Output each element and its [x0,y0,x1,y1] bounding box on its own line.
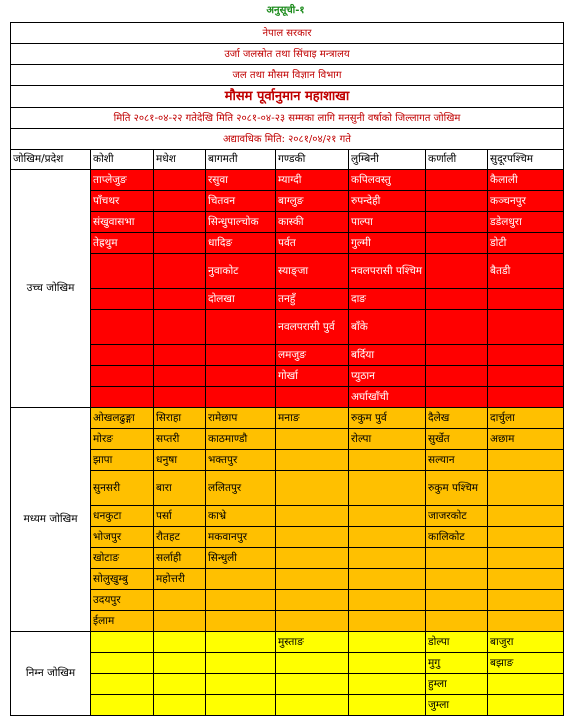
district-cell [206,590,276,611]
column-header-province: कोशी [91,150,154,170]
district-cell [91,674,154,695]
district-cell [154,695,206,716]
column-header-province: लुम्बिनी [349,150,426,170]
district-cell [426,191,488,212]
district-cell: दैलेख [426,408,488,429]
district-cell: अछाम [488,429,564,450]
district-cell [488,289,564,310]
district-cell: चितवन [206,191,276,212]
district-cell: बर्दिया [349,345,426,366]
risk-row [11,366,564,387]
district-cell [154,345,206,366]
district-cell [426,548,488,569]
district-cell [206,674,276,695]
district-cell: सिन्धुली [206,548,276,569]
column-header-province: मधेश [154,150,206,170]
district-cell: ईलाम [91,611,154,632]
district-cell [91,695,154,716]
district-cell [91,310,154,345]
risk-table [10,22,564,716]
district-cell [276,527,349,548]
district-cell: सप्तरी [154,429,206,450]
risk-row [11,170,564,191]
district-cell: सल्यान [426,450,488,471]
district-cell [349,590,426,611]
district-cell [488,506,564,527]
header-ministry: उर्जा जलस्रोत तथा सिंचाइ मन्त्रालय [11,44,564,65]
risk-row [11,632,564,653]
annex-label: अनुसूची-१ [266,5,305,16]
district-cell: भक्तपुर [206,450,276,471]
district-cell: मोरङ [91,429,154,450]
district-cell: कालिकोट [426,527,488,548]
district-cell [426,233,488,254]
district-cell: पर्सा [154,506,206,527]
district-cell: पाल्पा [349,212,426,233]
district-cell: जुम्ला [426,695,488,716]
district-cell [154,233,206,254]
district-cell [276,674,349,695]
risk-level-label: मध्यम जोखिम [11,408,91,632]
district-cell [349,569,426,590]
district-cell: काठमाण्डौ [206,429,276,450]
risk-row [11,429,564,450]
district-cell [91,632,154,653]
district-cell: सिन्धुपाल्चोक [206,212,276,233]
district-cell: नुवाकोट [206,254,276,289]
district-cell [349,695,426,716]
district-cell [276,450,349,471]
district-cell [206,387,276,408]
risk-row [11,387,564,408]
district-cell: ताप्लेजुङ [91,170,154,191]
district-cell [488,611,564,632]
district-cell: नवलपरासी पश्चिम [349,254,426,289]
risk-row [11,569,564,590]
district-cell: स्याङ्जा [276,254,349,289]
district-cell [488,674,564,695]
district-cell [349,450,426,471]
district-cell [488,695,564,716]
district-cell [91,653,154,674]
district-cell [91,387,154,408]
district-cell [154,289,206,310]
district-cell [206,569,276,590]
district-cell: डडेलधुरा [488,212,564,233]
district-cell [426,590,488,611]
district-cell [154,387,206,408]
district-cell: दोलखा [206,289,276,310]
district-cell: ललितपुर [206,471,276,506]
district-cell [276,611,349,632]
district-cell: जाजरकोट [426,506,488,527]
district-cell [91,345,154,366]
district-cell [91,366,154,387]
district-cell [276,429,349,450]
district-cell: मुस्ताङ [276,632,349,653]
district-cell: धनुषा [154,450,206,471]
district-cell: सुर्खेत [426,429,488,450]
district-cell [276,569,349,590]
district-cell [488,548,564,569]
district-cell: रोल्पा [349,429,426,450]
district-cell: कञ्चनपुर [488,191,564,212]
district-cell [91,254,154,289]
risk-row [11,548,564,569]
district-cell: कपिलवस्तु [349,170,426,191]
district-cell [488,569,564,590]
district-cell: डोल्पा [426,632,488,653]
district-cell: दार्चुला [488,408,564,429]
district-cell [488,366,564,387]
risk-row [11,289,564,310]
district-cell: सर्लाही [154,548,206,569]
district-cell [154,310,206,345]
district-cell [276,653,349,674]
district-cell: नवलपरासी पुर्व [276,310,349,345]
district-cell [349,548,426,569]
district-cell: पाँचथर [91,191,154,212]
column-header-province: सुदूरपश्चिम [488,150,564,170]
district-cell [206,345,276,366]
district-cell: झापा [91,450,154,471]
header-department: जल तथा मौसम विज्ञान विभाग [11,65,564,86]
column-header-province: बागमती [206,150,276,170]
district-cell: बैतडी [488,254,564,289]
district-cell: मुगु [426,653,488,674]
risk-row [11,191,564,212]
district-cell: बाँके [349,310,426,345]
district-cell [206,632,276,653]
column-header-province: कर्णाली [426,150,488,170]
district-cell [276,387,349,408]
district-cell: भोजपुर [91,527,154,548]
district-cell [426,310,488,345]
district-cell [154,191,206,212]
district-cell [488,590,564,611]
district-cell: प्युठान [349,366,426,387]
district-cell: रसुवा [206,170,276,191]
district-cell [154,611,206,632]
district-cell [276,471,349,506]
risk-row [11,212,564,233]
district-cell [206,653,276,674]
district-cell: रौतहट [154,527,206,548]
risk-row [11,611,564,632]
district-cell: रुकुम पश्चिम [426,471,488,506]
risk-level-label: उच्च जोखिम [11,170,91,408]
district-cell: सोलुखुम्बु [91,569,154,590]
district-cell: तेह्रथुम [91,233,154,254]
district-cell [426,387,488,408]
district-cell [91,289,154,310]
risk-row [11,527,564,548]
district-cell: कैलाली [488,170,564,191]
district-cell [154,170,206,191]
district-cell: लमजुङ [276,345,349,366]
risk-row [11,450,564,471]
district-cell [206,366,276,387]
header-government: नेपाल सरकार [11,23,564,44]
district-cell: धादिङ [206,233,276,254]
district-cell: कास्की [276,212,349,233]
district-cell: अर्घाखाँची [349,387,426,408]
district-cell [154,653,206,674]
header-date-range: मिति २०८१-०४-२२ गतेदेखि मिति २०८१-०४-२३ सम्मका लागि मनसुनी वर्षाको जिल्लागत जोखिम [11,108,564,129]
district-cell [426,254,488,289]
risk-row [11,471,564,506]
risk-row [11,674,564,695]
district-cell [488,345,564,366]
risk-row [11,408,564,429]
district-cell: दाङ [349,289,426,310]
district-cell [349,632,426,653]
district-cell [426,569,488,590]
district-cell [154,590,206,611]
risk-level-label: निम्न जोखिम [11,632,91,716]
district-cell: म्याग्दी [276,170,349,191]
district-cell: गोर्खा [276,366,349,387]
district-cell: धनकुटा [91,506,154,527]
district-cell [154,212,206,233]
district-cell [206,611,276,632]
header-updated: अद्यावधिक मिति: २०८१/०४/२१ गते [11,129,564,150]
district-cell: बाग्लुङ [276,191,349,212]
district-cell: सिराहा [154,408,206,429]
district-cell: गुल्मी [349,233,426,254]
district-cell [426,611,488,632]
risk-row [11,506,564,527]
header-division: मौसम पूर्वानुमान महाशाखा [11,86,564,108]
district-cell: रुपन्देही [349,191,426,212]
district-cell: ओखलढुङ्गा [91,408,154,429]
district-cell: संखुवासभा [91,212,154,233]
district-cell [488,310,564,345]
district-cell [488,471,564,506]
district-cell [349,506,426,527]
district-cell [488,450,564,471]
district-cell [426,345,488,366]
district-cell [276,506,349,527]
district-cell [154,254,206,289]
district-cell [488,387,564,408]
district-cell: बाजुरा [488,632,564,653]
risk-row [11,590,564,611]
risk-row [11,233,564,254]
risk-row [11,695,564,716]
district-cell [426,170,488,191]
district-cell: सुनसरी [91,471,154,506]
risk-row [11,653,564,674]
district-cell [426,212,488,233]
district-cell [349,527,426,548]
district-cell [349,471,426,506]
district-cell: मकवानपुर [206,527,276,548]
district-cell [206,695,276,716]
district-cell: मनाङ [276,408,349,429]
district-cell [276,548,349,569]
district-cell [349,653,426,674]
district-cell: महोत्तरी [154,569,206,590]
district-cell: उदयपुर [91,590,154,611]
column-header-province: गण्डकी [276,150,349,170]
district-cell: डोटी [488,233,564,254]
district-cell [488,527,564,548]
district-cell: रुकुम पुर्व [349,408,426,429]
risk-row [11,310,564,345]
column-header-risk-province: जोखिम/प्रदेश [11,150,91,170]
district-cell [426,289,488,310]
district-cell [276,590,349,611]
district-cell: हुम्ला [426,674,488,695]
district-cell [349,674,426,695]
district-cell: काभ्रे [206,506,276,527]
district-cell [154,366,206,387]
risk-row [11,254,564,289]
district-cell [206,310,276,345]
district-cell: पर्वत [276,233,349,254]
district-cell [349,611,426,632]
district-cell: खोटाङ [91,548,154,569]
district-cell [154,674,206,695]
district-cell: बझाङ [488,653,564,674]
district-cell: बारा [154,471,206,506]
district-cell [276,695,349,716]
district-cell: तनहुँ [276,289,349,310]
district-cell: रामेछाप [206,408,276,429]
risk-row [11,345,564,366]
district-cell [426,366,488,387]
district-cell [154,632,206,653]
